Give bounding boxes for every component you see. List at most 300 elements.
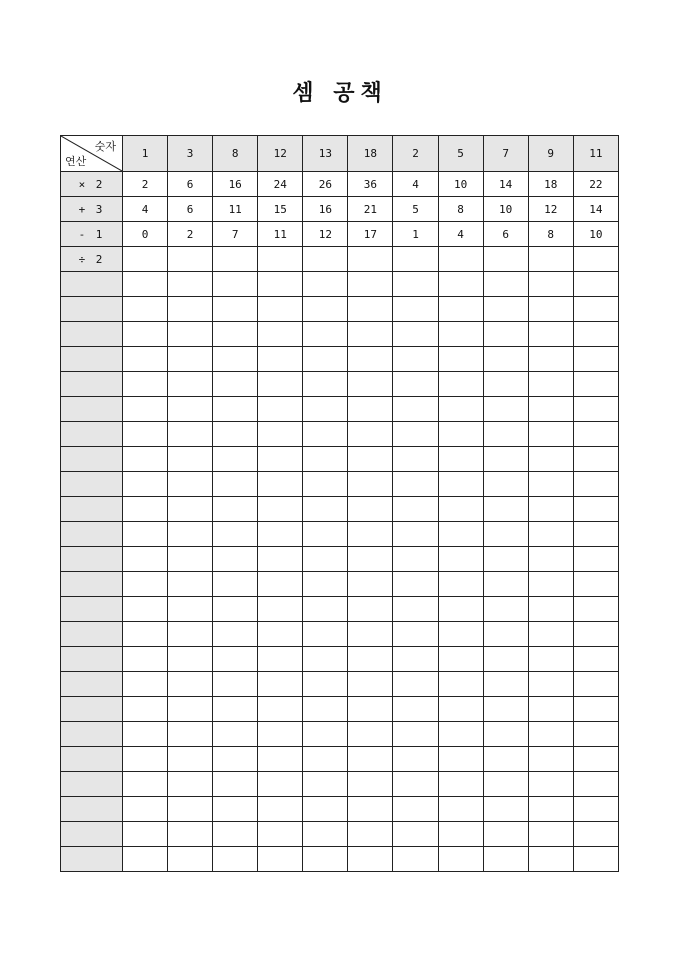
blank-answer-cell [573, 697, 618, 722]
answer-cell [303, 247, 348, 272]
blank-answer-cell [438, 397, 483, 422]
blank-answer-cell [123, 797, 168, 822]
answer-cell: 36 [348, 172, 393, 197]
blank-answer-cell [303, 347, 348, 372]
blank-answer-cell [303, 622, 348, 647]
blank-answer-cell [303, 272, 348, 297]
blank-answer-cell [213, 697, 258, 722]
blank-answer-cell [483, 797, 528, 822]
answer-cell [258, 247, 303, 272]
blank-answer-cell [168, 272, 213, 297]
blank-answer-cell [438, 472, 483, 497]
blank-row [61, 397, 619, 422]
blank-answer-cell [258, 372, 303, 397]
blank-answer-cell [348, 497, 393, 522]
operation-label: - 1 [61, 222, 123, 247]
number-header-cell: 3 [168, 136, 213, 172]
answer-cell: 4 [123, 197, 168, 222]
blank-answer-cell [573, 522, 618, 547]
blank-answer-cell [483, 622, 528, 647]
blank-answer-cell [258, 747, 303, 772]
blank-answer-cell [258, 422, 303, 447]
blank-answer-cell [573, 672, 618, 697]
blank-answer-cell [168, 297, 213, 322]
blank-answer-cell [528, 497, 573, 522]
blank-answer-cell [168, 772, 213, 797]
answer-cell: 7 [213, 222, 258, 247]
blank-answer-cell [438, 622, 483, 647]
blank-row [61, 472, 619, 497]
blank-answer-cell [258, 497, 303, 522]
blank-answer-cell [483, 422, 528, 447]
blank-answer-cell [213, 347, 258, 372]
blank-answer-cell [303, 447, 348, 472]
blank-answer-cell [213, 372, 258, 397]
blank-answer-cell [168, 697, 213, 722]
operation-label: ÷ 2 [61, 247, 123, 272]
blank-answer-cell [168, 622, 213, 647]
blank-answer-cell [528, 847, 573, 872]
blank-answer-cell [348, 647, 393, 672]
answer-cell: 14 [483, 172, 528, 197]
blank-operation-cell [61, 472, 123, 497]
blank-answer-cell [258, 447, 303, 472]
blank-answer-cell [393, 272, 438, 297]
blank-answer-cell [393, 297, 438, 322]
blank-answer-cell [438, 847, 483, 872]
blank-answer-cell [168, 547, 213, 572]
blank-operation-cell [61, 372, 123, 397]
operation-row [61, 197, 619, 222]
blank-answer-cell [348, 347, 393, 372]
blank-answer-cell [348, 597, 393, 622]
answer-cell: 6 [483, 222, 528, 247]
blank-answer-cell [528, 472, 573, 497]
blank-answer-cell [303, 472, 348, 497]
blank-answer-cell [528, 772, 573, 797]
blank-answer-cell [573, 422, 618, 447]
blank-answer-cell [123, 772, 168, 797]
blank-answer-cell [573, 322, 618, 347]
blank-answer-cell [573, 347, 618, 372]
blank-answer-cell [123, 597, 168, 622]
blank-operation-cell [61, 297, 123, 322]
blank-answer-cell [483, 822, 528, 847]
answer-cell [123, 247, 168, 272]
blank-answer-cell [123, 322, 168, 347]
answer-cell: 15 [258, 197, 303, 222]
blank-answer-cell [393, 597, 438, 622]
blank-answer-cell [483, 322, 528, 347]
blank-answer-cell [573, 447, 618, 472]
blank-answer-cell [168, 747, 213, 772]
blank-answer-cell [483, 772, 528, 797]
blank-operation-cell [61, 422, 123, 447]
blank-answer-cell [393, 547, 438, 572]
blank-operation-cell [61, 622, 123, 647]
blank-answer-cell [168, 822, 213, 847]
blank-operation-cell [61, 572, 123, 597]
blank-answer-cell [303, 772, 348, 797]
blank-operation-cell [61, 397, 123, 422]
blank-answer-cell [123, 697, 168, 722]
answer-cell: 10 [483, 197, 528, 222]
blank-answer-cell [213, 272, 258, 297]
blank-answer-cell [483, 472, 528, 497]
blank-row [61, 322, 619, 347]
blank-answer-cell [213, 472, 258, 497]
blank-answer-cell [168, 372, 213, 397]
blank-answer-cell [123, 272, 168, 297]
blank-answer-cell [438, 322, 483, 347]
blank-answer-cell [168, 722, 213, 747]
blank-answer-cell [573, 772, 618, 797]
blank-answer-cell [393, 572, 438, 597]
blank-operation-cell [61, 847, 123, 872]
blank-answer-cell [348, 622, 393, 647]
blank-answer-cell [393, 422, 438, 447]
answer-cell: 16 [213, 172, 258, 197]
blank-answer-cell [123, 747, 168, 772]
blank-answer-cell [168, 797, 213, 822]
blank-row [61, 672, 619, 697]
blank-answer-cell [303, 547, 348, 572]
blank-answer-cell [348, 697, 393, 722]
blank-row [61, 722, 619, 747]
blank-answer-cell [303, 522, 348, 547]
blank-answer-cell [123, 622, 168, 647]
blank-operation-cell [61, 647, 123, 672]
blank-answer-cell [528, 747, 573, 772]
blank-row [61, 622, 619, 647]
blank-answer-cell [393, 722, 438, 747]
blank-answer-cell [393, 497, 438, 522]
worksheet-body [61, 172, 619, 872]
blank-row [61, 822, 619, 847]
number-header-cell: 8 [213, 136, 258, 172]
blank-answer-cell [573, 572, 618, 597]
blank-answer-cell [168, 447, 213, 472]
answer-cell: 11 [213, 197, 258, 222]
answer-cell: 22 [573, 172, 618, 197]
blank-answer-cell [168, 497, 213, 522]
answer-cell [483, 247, 528, 272]
blank-answer-cell [573, 547, 618, 572]
blank-answer-cell [258, 797, 303, 822]
blank-answer-cell [213, 647, 258, 672]
blank-answer-cell [348, 547, 393, 572]
blank-answer-cell [483, 722, 528, 747]
blank-answer-cell [123, 547, 168, 572]
blank-answer-cell [528, 647, 573, 672]
blank-answer-cell [168, 397, 213, 422]
blank-row [61, 747, 619, 772]
blank-answer-cell [573, 472, 618, 497]
answer-cell: 11 [258, 222, 303, 247]
blank-answer-cell [573, 297, 618, 322]
blank-answer-cell [438, 497, 483, 522]
blank-operation-cell [61, 797, 123, 822]
blank-answer-cell [528, 322, 573, 347]
blank-row [61, 647, 619, 672]
blank-answer-cell [438, 372, 483, 397]
number-header-cell: 11 [573, 136, 618, 172]
blank-answer-cell [258, 272, 303, 297]
blank-operation-cell [61, 522, 123, 547]
blank-answer-cell [168, 572, 213, 597]
blank-answer-cell [528, 372, 573, 397]
blank-answer-cell [393, 797, 438, 822]
blank-answer-cell [348, 847, 393, 872]
blank-answer-cell [573, 722, 618, 747]
blank-answer-cell [393, 697, 438, 722]
blank-answer-cell [528, 822, 573, 847]
blank-row [61, 447, 619, 472]
blank-answer-cell [483, 397, 528, 422]
blank-operation-cell [61, 822, 123, 847]
number-header-cell: 7 [483, 136, 528, 172]
number-header-cell: 5 [438, 136, 483, 172]
blank-answer-cell [438, 547, 483, 572]
blank-operation-cell [61, 597, 123, 622]
blank-answer-cell [213, 847, 258, 872]
blank-answer-cell [213, 722, 258, 747]
corner-label-operation: 연산 [65, 155, 87, 168]
blank-operation-cell [61, 672, 123, 697]
blank-answer-cell [258, 597, 303, 622]
blank-answer-cell [168, 672, 213, 697]
answer-cell: 18 [528, 172, 573, 197]
answer-cell: 6 [168, 172, 213, 197]
blank-answer-cell [438, 572, 483, 597]
number-header-cell: 1 [123, 136, 168, 172]
blank-answer-cell [213, 522, 258, 547]
blank-answer-cell [438, 797, 483, 822]
blank-answer-cell [168, 597, 213, 622]
blank-answer-cell [528, 572, 573, 597]
operation-row [61, 247, 619, 272]
answer-cell: 26 [303, 172, 348, 197]
blank-answer-cell [483, 347, 528, 372]
blank-answer-cell [393, 847, 438, 872]
blank-answer-cell [393, 347, 438, 372]
blank-answer-cell [438, 772, 483, 797]
blank-row [61, 547, 619, 572]
blank-answer-cell [528, 297, 573, 322]
blank-answer-cell [393, 622, 438, 647]
blank-answer-cell [123, 372, 168, 397]
answer-cell [168, 247, 213, 272]
blank-answer-cell [348, 372, 393, 397]
answer-cell: 10 [438, 172, 483, 197]
blank-answer-cell [258, 622, 303, 647]
operation-label: × 2 [61, 172, 123, 197]
blank-row [61, 272, 619, 297]
blank-answer-cell [123, 847, 168, 872]
blank-answer-cell [258, 322, 303, 347]
blank-answer-cell [348, 747, 393, 772]
blank-answer-cell [258, 672, 303, 697]
blank-answer-cell [573, 597, 618, 622]
arithmetic-worksheet-table [60, 135, 619, 872]
blank-answer-cell [303, 322, 348, 347]
blank-answer-cell [303, 422, 348, 447]
blank-operation-cell [61, 547, 123, 572]
blank-answer-cell [348, 772, 393, 797]
blank-answer-cell [258, 297, 303, 322]
blank-answer-cell [123, 672, 168, 697]
blank-answer-cell [168, 472, 213, 497]
blank-answer-cell [438, 597, 483, 622]
blank-operation-cell [61, 722, 123, 747]
blank-answer-cell [303, 847, 348, 872]
blank-operation-cell [61, 322, 123, 347]
answer-cell [438, 247, 483, 272]
blank-operation-cell [61, 497, 123, 522]
number-header-cell: 13 [303, 136, 348, 172]
blank-operation-cell [61, 447, 123, 472]
blank-answer-cell [123, 722, 168, 747]
blank-answer-cell [213, 822, 258, 847]
blank-answer-cell [123, 572, 168, 597]
blank-answer-cell [258, 397, 303, 422]
blank-answer-cell [303, 747, 348, 772]
blank-operation-cell [61, 272, 123, 297]
answer-cell [213, 247, 258, 272]
blank-row [61, 847, 619, 872]
blank-answer-cell [528, 622, 573, 647]
blank-answer-cell [573, 372, 618, 397]
answer-cell: 6 [168, 197, 213, 222]
blank-answer-cell [168, 647, 213, 672]
blank-answer-cell [438, 722, 483, 747]
blank-answer-cell [483, 847, 528, 872]
blank-answer-cell [303, 497, 348, 522]
number-header-cell: 12 [258, 136, 303, 172]
answer-cell: 2 [168, 222, 213, 247]
blank-answer-cell [213, 572, 258, 597]
blank-answer-cell [438, 647, 483, 672]
blank-answer-cell [303, 572, 348, 597]
blank-answer-cell [393, 322, 438, 347]
blank-answer-cell [483, 272, 528, 297]
blank-answer-cell [438, 447, 483, 472]
answer-cell: 8 [528, 222, 573, 247]
answer-cell: 14 [573, 197, 618, 222]
blank-answer-cell [303, 372, 348, 397]
blank-answer-cell [393, 772, 438, 797]
blank-answer-cell [213, 797, 258, 822]
blank-answer-cell [483, 747, 528, 772]
blank-answer-cell [213, 497, 258, 522]
blank-answer-cell [168, 322, 213, 347]
blank-answer-cell [573, 272, 618, 297]
blank-answer-cell [573, 797, 618, 822]
blank-answer-cell [213, 622, 258, 647]
blank-answer-cell [573, 747, 618, 772]
answer-cell: 4 [438, 222, 483, 247]
answer-cell: 8 [438, 197, 483, 222]
blank-answer-cell [438, 697, 483, 722]
blank-answer-cell [393, 672, 438, 697]
blank-answer-cell [393, 747, 438, 772]
blank-answer-cell [348, 447, 393, 472]
blank-answer-cell [438, 822, 483, 847]
blank-answer-cell [258, 847, 303, 872]
answer-cell: 12 [303, 222, 348, 247]
blank-answer-cell [258, 522, 303, 547]
blank-answer-cell [528, 447, 573, 472]
blank-answer-cell [123, 647, 168, 672]
blank-operation-cell [61, 772, 123, 797]
blank-answer-cell [573, 397, 618, 422]
blank-answer-cell [258, 347, 303, 372]
blank-answer-cell [213, 672, 258, 697]
blank-answer-cell [348, 572, 393, 597]
blank-answer-cell [393, 372, 438, 397]
blank-answer-cell [168, 422, 213, 447]
blank-answer-cell [303, 822, 348, 847]
operation-row [61, 172, 619, 197]
blank-row [61, 597, 619, 622]
blank-answer-cell [258, 822, 303, 847]
blank-answer-cell [123, 297, 168, 322]
blank-answer-cell [573, 647, 618, 672]
blank-answer-cell [528, 672, 573, 697]
operation-label: + 3 [61, 197, 123, 222]
blank-answer-cell [438, 297, 483, 322]
blank-answer-cell [438, 522, 483, 547]
blank-row [61, 372, 619, 397]
blank-answer-cell [303, 397, 348, 422]
answer-cell: 17 [348, 222, 393, 247]
blank-answer-cell [303, 597, 348, 622]
blank-row [61, 347, 619, 372]
blank-answer-cell [438, 747, 483, 772]
blank-answer-cell [213, 547, 258, 572]
blank-answer-cell [258, 647, 303, 672]
blank-answer-cell [258, 697, 303, 722]
blank-row [61, 422, 619, 447]
answer-cell: 4 [393, 172, 438, 197]
blank-answer-cell [483, 547, 528, 572]
blank-answer-cell [123, 522, 168, 547]
page-title: 셈 공책 [292, 80, 388, 106]
blank-answer-cell [213, 772, 258, 797]
answer-cell: 10 [573, 222, 618, 247]
blank-answer-cell [528, 522, 573, 547]
blank-answer-cell [528, 272, 573, 297]
blank-answer-cell [348, 422, 393, 447]
blank-answer-cell [123, 497, 168, 522]
blank-answer-cell [573, 847, 618, 872]
blank-answer-cell [213, 747, 258, 772]
blank-answer-cell [303, 647, 348, 672]
answer-cell [528, 247, 573, 272]
answer-cell: 21 [348, 197, 393, 222]
blank-answer-cell [438, 422, 483, 447]
corner-label-numbers: 숫자 [94, 140, 116, 153]
blank-answer-cell [483, 647, 528, 672]
number-header-cell: 9 [528, 136, 573, 172]
blank-answer-cell [483, 447, 528, 472]
blank-answer-cell [573, 622, 618, 647]
header-row [61, 136, 619, 172]
blank-answer-cell [123, 397, 168, 422]
operation-row [61, 222, 619, 247]
blank-answer-cell [438, 272, 483, 297]
blank-answer-cell [573, 822, 618, 847]
